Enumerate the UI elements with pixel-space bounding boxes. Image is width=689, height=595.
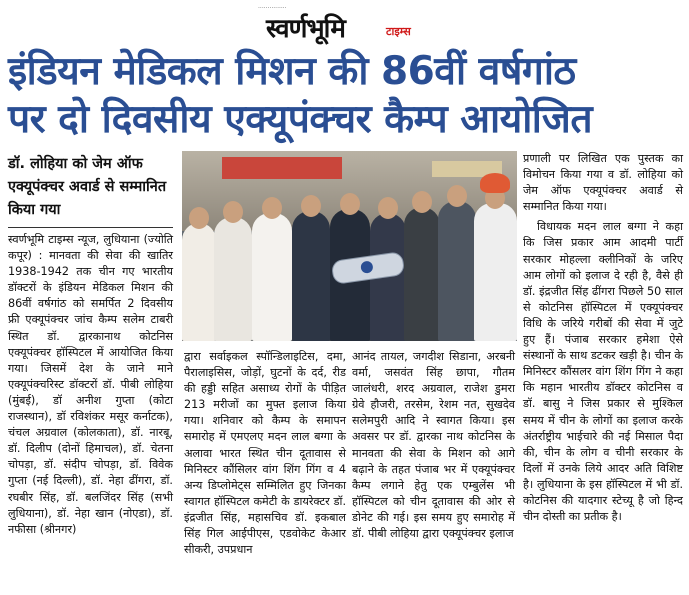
newspaper-logo-sub: टाइम्स (386, 25, 411, 38)
article-paragraph: आनंद तायल, जगदीश सिडाना, अरबनी वर्मा, जसवंत सिंह छापा, गौतम जालंधरी, शरद अग्रवाल, राजेश डुमरा ग्रेवे हौजरी, तरसेम, रेशम नत, सुखदेव सलेमपुरी आदि ने स्वागत किया। इस अवसर पर डॉ. द्वारका नाथ कोटनिस के मानवता की सेवा के मिशन को आगे बढ़ाने के तहत पंजाब भर में एक्यूपंक्चर कैम्प लगाने हेतु एक एम्बुलेंस भी हॉस्पिटल को चीन दूतावास की ओर से डोनेट की गई। इस समय हुए समारोह में डॉ. पीबी लोहिया द्वारा एक्यूपंक्चर इलाज (352, 350, 515, 541)
photo-head (340, 193, 360, 215)
photo-head (189, 207, 209, 229)
event-photo (182, 151, 517, 341)
photo-banner (222, 157, 342, 179)
photo-person (182, 223, 216, 341)
photo-head (412, 191, 432, 213)
photo-head (301, 195, 321, 217)
photo-turban (480, 173, 510, 193)
photo-person (404, 207, 440, 341)
photo-head (262, 197, 282, 219)
photo-person (252, 213, 292, 341)
article-column-2 (184, 349, 346, 558)
subhead-divider (8, 227, 173, 228)
article-paragraph: द्वारा सर्वाइकल स्पॉन्डिलाइटिस, दमा, पैरालाइसिस, जोड़ों, घुटनों के दर्द, रीड की हड्डी सहित असाध्य रोगों के पीड़ित 213 मरीजों का मुफ्त इलाज किया गया। शनिवार को कैम्प के समापन समारोह में एमएलए मदन लाल बग्गा के अलावा भारत स्थित चीन दूतावास से मिनिस्टर कौंसिलर वांग शिंग गिंग व 4 अन्य डिप्लोमेट्स सम्मिलित हुए जिनका स्वागत हॉस्पिटल कमेटी के डायरेक्टर डॉ. इंद्रजीत सिंह, महासचिव डॉ. इकबाल सिंह गिल आईपीएस, एडवोकेट केआर सीकरी, उपप्रधान (184, 350, 346, 557)
photo-person (474, 203, 517, 341)
masthead (0, 0, 689, 44)
photo-head (223, 201, 243, 223)
newspaper-logo: स्वर्णभूमि (266, 14, 345, 44)
ceremonial-key-emblem (360, 260, 374, 274)
photo-person (214, 217, 252, 341)
article-column-3 (352, 349, 515, 542)
photo-head (378, 197, 398, 219)
headline-line-1: इंडियन मेडिकल मिशन की 86वीं वर्षगांठ (8, 49, 576, 94)
article-paragraph: प्रणाली पर लिखित एक पुस्तक का विमोचन किया गया व डॉ. लोहिया को जेम ऑफ एक्यूपंक्चर अवार्ड से सम्मानित किया गया। (523, 152, 683, 214)
photo-person (292, 211, 330, 341)
subheadline: डॉ. लोहिया को जेम ऑफ एक्यूपंक्चर अवार्ड से सम्मानित किया गया (8, 156, 167, 218)
headline-line-2: पर दो दिवसीय एक्यूपंक्चर कैम्प आयोजित (8, 97, 593, 142)
article-paragraph: स्वर्णभूमि टाइम्स न्यूज, लुधियाना (ज्योति कपूर) : मानवता की सेवा की खातिर 1938-1942 तक चीन गए भारतीय डॉक्टरों के इंडियन मेडिकल मिशन की 86वीं वर्षगांठ को समर्पित 2 दिवसीय फ्री एक्यूपंक्चर जांच कैम्प सलेम टाबरी स्थित डॉ. द्वारकानाथ कोटनिस एक्यूपंक्चर हॉस्पिटल में आयोजित किया गया। जिसमें देश के जाने माने एक्यूपंक्चरिस्ट डॉक्टरों डॉ. पीबी लोहिया (मुंबई), डॉ अनीश गुप्ता (कोटा राजस्थान), डॉ रविशंकर मसूर कर्नाटक), चंचल अग्रवाल (कोलकाता), डॉ. नारबू, डॉ. दिलीप (दोनों हिमाचल), डॉ. चेतना चोपड़ा, डॉ. संदीप चोपड़ा, डॉ. विवेक गुप्ता (नई दिल्ली), डॉ. नेहा ढींगरा, डॉ. रघबीर सिंह, डॉ. बलजिंदर सिंह (सभी लुधियाना), डॉ. नेहा खान (नोएडा), डॉ. नफीसा (श्रीनगर) (8, 233, 173, 536)
photo-person (438, 201, 476, 341)
masthead-tagline: ............... (258, 3, 287, 10)
article-column-4 (523, 151, 683, 525)
article-paragraph: विधायक मदन लाल बग्गा ने कहा कि जिस प्रकार आम आदमी पार्टी सरकार मोहल्ला क्लीनिकों के जरिए आम लोगों को इलाज दे रही है, वैसे ही डॉ. इंद्रजीत सिंह ढींगरा पिछले 50 साल से कोटनिस हॉस्पिटल में एक्यूपंक्चर विधि के जरिये गरीबों की सेवा में जुटे हुए हैं। पंजाब सरकार हमेशा ऐसे संस्थानों के साथ डटकर खड़ी है। चीन के मिनिस्टर कौंसलर वांग शिंग गिंग ने कहा कि महान भारतीय डॉक्टर कोटनिस व डॉ. बासु ने जिस प्रकार से मुश्किल समय में चीन के लोगों का इलाज करके अंतर्राष्ट्रीय भाईचारे की नई मिसाल पैदा की, चीन के लोग व चीनी सरकार के दिलों में उनके लिये आदर अति विशिष्ट है। लुधियाना के इस हॉस्पिटल में भी डॉ. कोटनिस की यादगार स्टेच्यू है जो हिन्द चीन दोस्ती का प्रतीक है। (523, 220, 683, 524)
article-column-1 (8, 232, 173, 538)
photo-head (447, 185, 467, 207)
